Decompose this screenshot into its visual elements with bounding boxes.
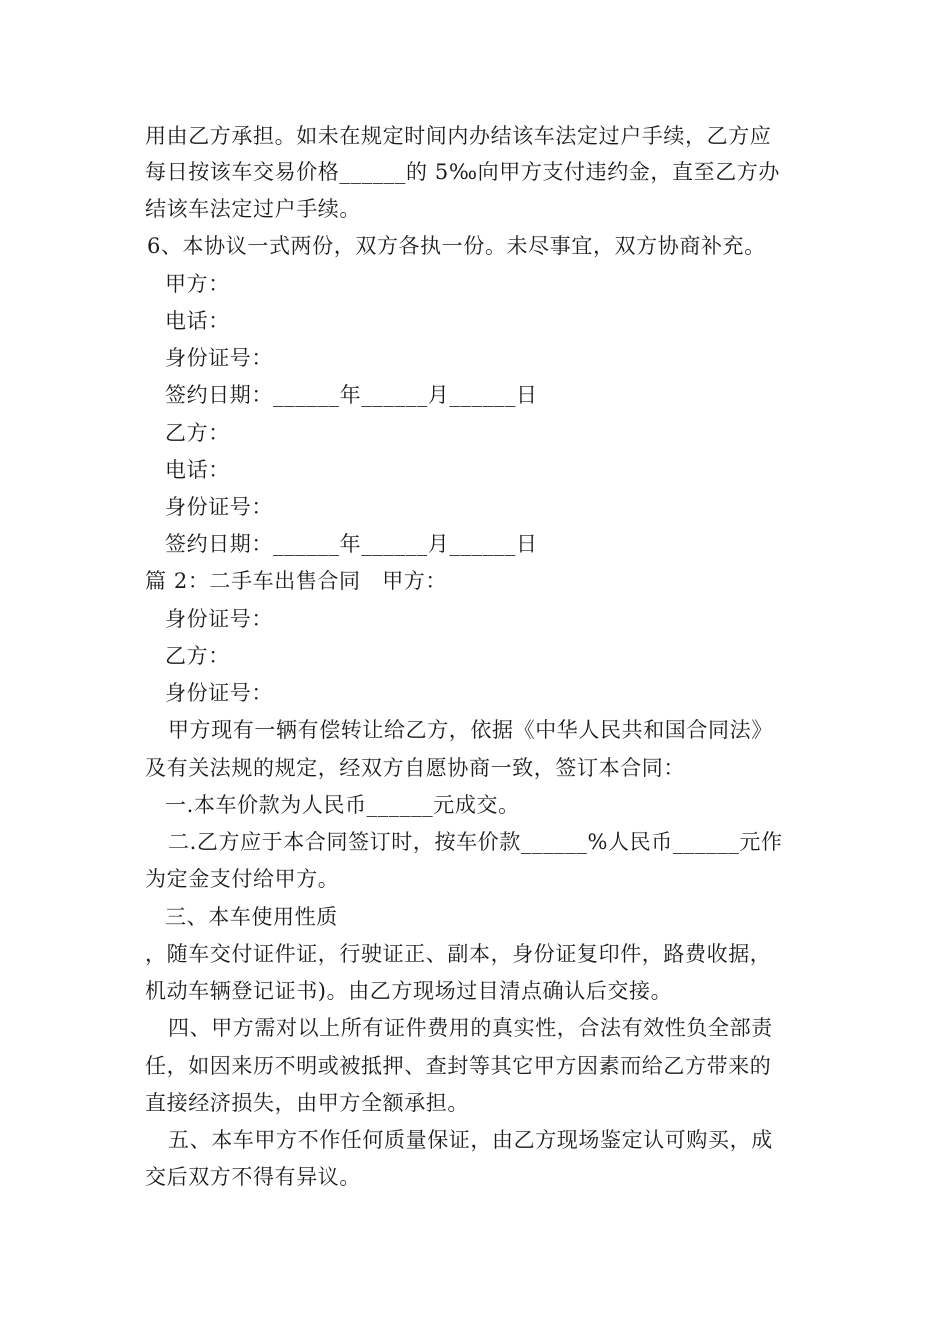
- clause-1: 一.本车价款为人民币______元成交。: [165, 793, 520, 817]
- clause-3: 三、本车使用性质: [165, 905, 338, 929]
- signing-date-line: 签约日期：______年______月______日: [165, 383, 538, 407]
- paragraph-line: 每日按该车交易价格______的 5‰向甲方支付违约金，直至乙方办: [145, 160, 781, 184]
- phone-label: 电话：: [165, 458, 230, 482]
- clause-2: 二.乙方应于本合同签订时，按车价款______%人民币______元作: [168, 830, 783, 854]
- paragraph-line: 为定金支付给甲方。: [145, 867, 340, 891]
- party-b-label: 乙方：: [165, 421, 230, 445]
- id-number-label: 身份证号：: [165, 346, 273, 370]
- id-number-label: 身份证号：: [165, 495, 273, 519]
- party-a-label: 甲方：: [165, 272, 230, 296]
- paragraph-line: 机动车辆登记证书)。由乙方现场过目清点确认后交接。: [145, 979, 673, 1003]
- signing-date-line: 签约日期：______年______月______日: [165, 532, 538, 556]
- party-b-label: 乙方：: [165, 644, 230, 668]
- clause-6: 6、本协议一式两份，双方各执一份。未尽事宜，双方协商补充。: [147, 234, 766, 258]
- paragraph-line: 交后双方不得有异议。: [145, 1165, 361, 1189]
- clause-4: 四、甲方需对以上所有证件费用的真实性，合法有效性负全部责: [168, 1016, 773, 1040]
- paragraph-line: 直接经济损失，由甲方全额承担。: [145, 1091, 469, 1115]
- paragraph-line: 任，如因来历不明或被抵押、查封等其它甲方因素而给乙方带来的: [145, 1054, 772, 1078]
- paragraph-line: 用由乙方承担。如未在规定时间内办结该车法定过户手续，乙方应: [145, 124, 772, 148]
- paragraph-line: 结该车法定过户手续。: [145, 197, 361, 221]
- paragraph-line: ，随车交付证件证，行驶证正、副本，身份证复印件，路费收据，: [145, 942, 772, 966]
- id-number-label: 身份证号：: [165, 681, 273, 705]
- phone-label: 电话：: [165, 309, 230, 333]
- paragraph-line: 甲方现有一辆有偿转让给乙方，依据《中华人民共和国合同法》: [168, 718, 773, 742]
- id-number-label: 身份证号：: [165, 607, 273, 631]
- section-heading: 篇 2：二手车出售合同 甲方：: [145, 569, 448, 593]
- paragraph-line: 及有关法规的规定，经双方自愿协商一致，签订本合同：: [145, 756, 685, 780]
- clause-5: 五、本车甲方不作任何质量保证，由乙方现场鉴定认可购买，成: [168, 1128, 773, 1152]
